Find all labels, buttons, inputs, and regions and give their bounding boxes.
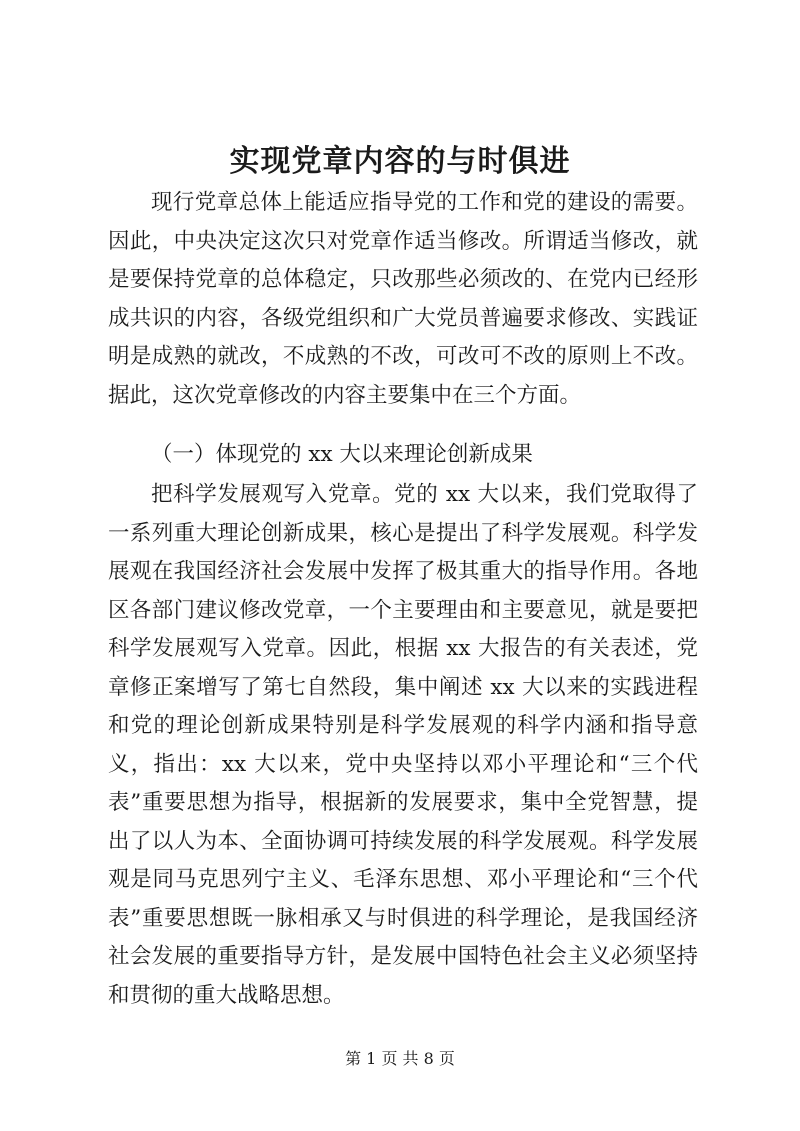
section-heading: （一）体现党的 xx 大以来理论创新成果 [151,442,533,467]
document-title: 实现党章内容的与时俱进 [229,144,571,179]
paragraph-intro: 现行党章总体上能适应指导党的工作和党的建设的需要。因此，中央决定这次只对党章作适当修改。所谓适当修改，就是要保持党章的总体稳定，只改那些必须改的、在党内已经形成共识的内容，各级党组织和广大党员普遍要求修改、实践证明是成熟的就改，不成熟的不改，可改可不改的原则上不改。据此，这次党章修改的内容主要集中在三个方面。 [108,190,698,408]
page-footer: 第 1 页 共 8 页 [345,1049,455,1068]
paragraph-section-one: 把科学发展观写入党章。党的 xx 大以来，我们党取得了一系列重大理论创新成果，核心是提出了科学发展观。科学发展观在我国经济社会发展中发挥了极其重大的指导作用。各地区各部门建议修改党章，一个主要理由和主要意见，就是要把科学发展观写入党章。因此，根据 xx 大报告的有关表述，党章修正案增写了第七自然段，集中阐述 xx 大以来的实践进程和党的理论创新成果特别是科学发展观的科学内涵和指导意义，指出：xx 大以来，党中央坚持以邓小平理论和“三个代表”重要思想为指导，根据新的发展要求，集中全党智慧，提出了以人为本、全面协调可持续发展的科学发展观。科学发展观是同马克思列宁主义、毛泽东思想、邓小平理论和“三个代表”重要思想既一脉相承又与时俱进的科学理论，是我国经济社会发展的重要指导方针，是发展中国特色社会主义必须坚持和贯彻的重大战略思想。 [108,482,698,1008]
